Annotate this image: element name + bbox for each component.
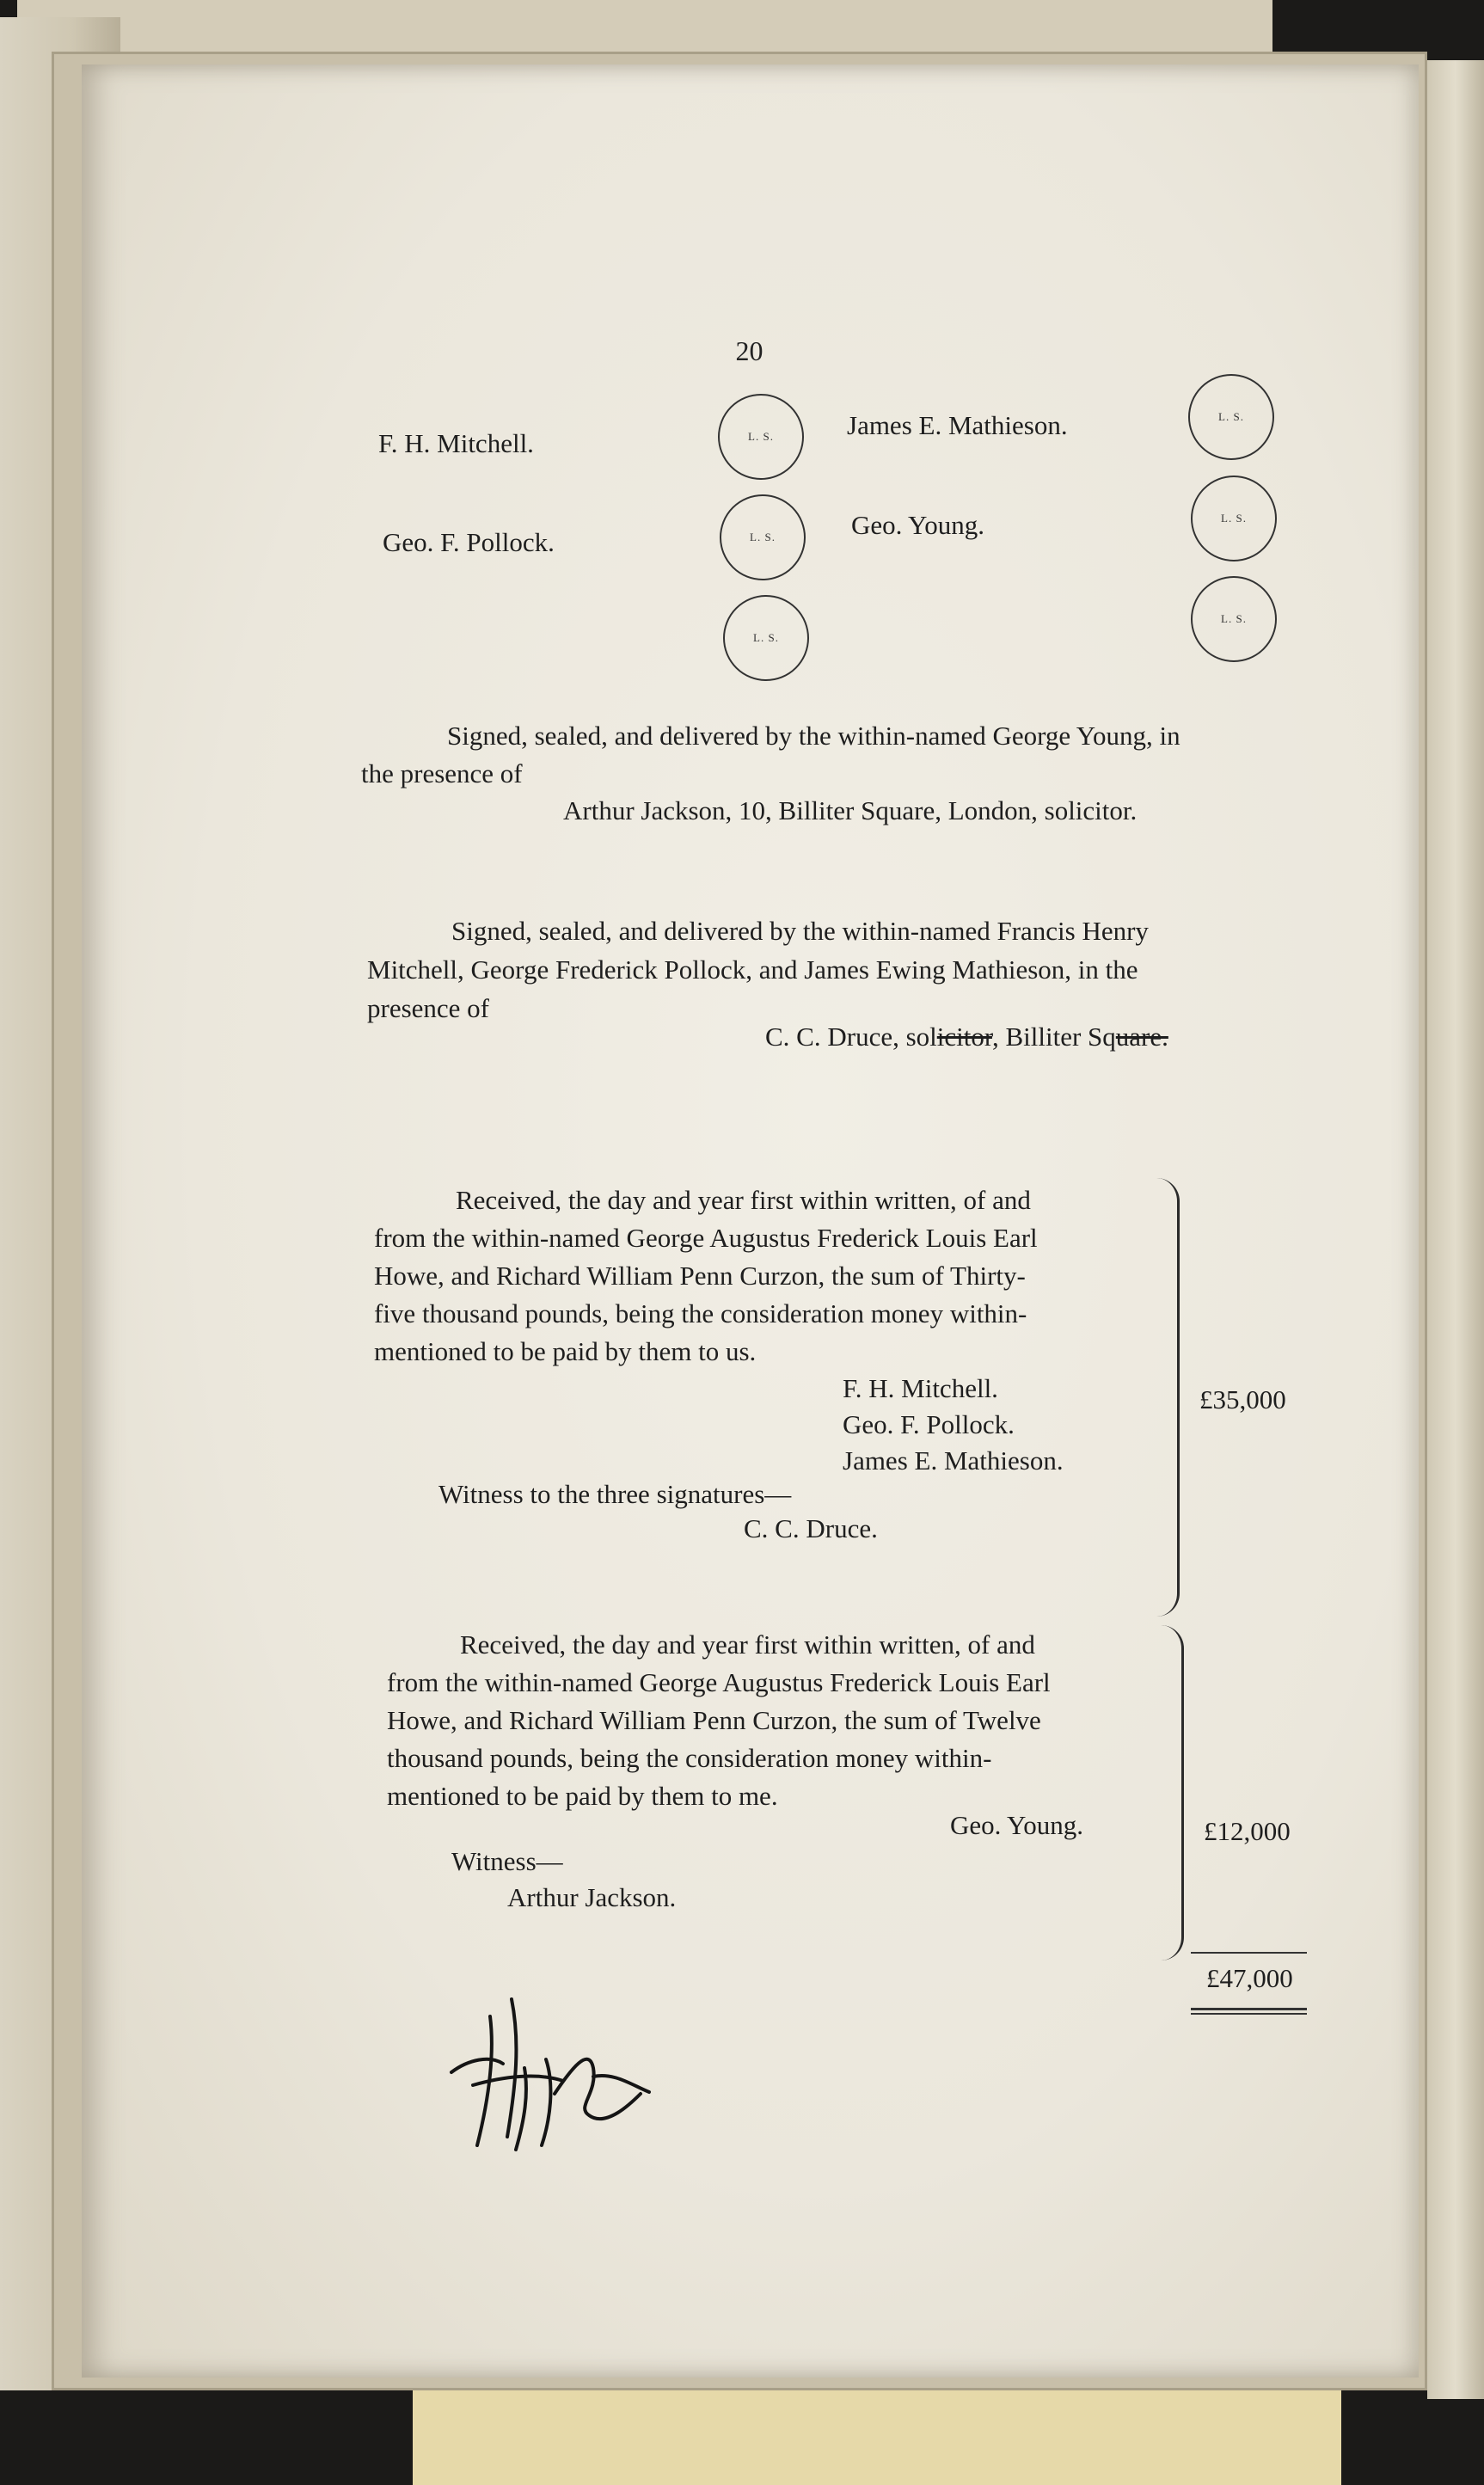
signature-pollock: Geo. F. Pollock. bbox=[383, 527, 555, 557]
attestation-young-witness: Arthur Jackson, 10, Billiter Square, London, solicitor. bbox=[563, 795, 1138, 825]
receipt1-witness-name: C. C. Druce. bbox=[744, 1513, 878, 1543]
receipt2-line: from the within-named George Augustus Frederick Louis Earl bbox=[387, 1667, 1051, 1697]
seal-circle: L. S. bbox=[1191, 476, 1277, 561]
handwritten-initials bbox=[443, 1965, 666, 2163]
attestation-young-line2: the presence of bbox=[361, 758, 523, 788]
seal-circle: L. S. bbox=[1191, 576, 1277, 662]
receipt1-line: Howe, and Richard William Penn Curzon, the sum of Thirty- bbox=[374, 1261, 1026, 1291]
witness-text: , Billiter Sq bbox=[991, 1022, 1116, 1052]
receipt1-line: five thousand pounds, being the consideration money within- bbox=[374, 1298, 1027, 1328]
receipt2-line: Received, the day and year first within written, of and bbox=[460, 1629, 1035, 1660]
signature-young: Geo. Young. bbox=[851, 510, 985, 540]
receipt1-line: from the within-named George Augustus Frederick Louis Earl bbox=[374, 1223, 1038, 1253]
total-rule-top bbox=[1191, 1952, 1307, 1954]
signature-mitchell: F. H. Mitchell. bbox=[378, 428, 534, 458]
struck-text: uare. bbox=[1115, 1022, 1168, 1052]
receipt2-witness-name: Arthur Jackson. bbox=[507, 1882, 677, 1912]
page-number: 20 bbox=[735, 335, 763, 366]
total-rule-bottom bbox=[1191, 2008, 1307, 2010]
struck-text: icitor bbox=[936, 1022, 992, 1052]
signature-mathieson: James E. Mathieson. bbox=[847, 410, 1068, 440]
attestation-others-line2: Mitchell, George Frederick Pollock, and James Ewing Mathieson, in the bbox=[367, 954, 1138, 985]
seal-circle: L. S. bbox=[1188, 374, 1274, 460]
attestation-others-line1: Signed, sealed, and delivered by the within-named Francis Henry bbox=[451, 916, 1149, 946]
receipt2-line: thousand pounds, being the consideration money within- bbox=[387, 1743, 992, 1773]
attestation-young-line1: Signed, sealed, and delivered by the within-named George Young, in bbox=[447, 721, 1180, 751]
total-amount: £47,000 bbox=[1206, 1963, 1293, 1993]
receipt2-line: Howe, and Richard William Penn Curzon, the sum of Twelve bbox=[387, 1705, 1041, 1735]
adjacent-page-right bbox=[1427, 60, 1484, 2399]
receipt1-signer: James E. Mathieson. bbox=[843, 1445, 1064, 1476]
receipt1-signer: Geo. F. Pollock. bbox=[843, 1409, 1015, 1439]
attestation-others-line3: presence of bbox=[367, 993, 489, 1023]
underlying-sheet bbox=[413, 2382, 1341, 2485]
attestation-others-witness bbox=[765, 1022, 1168, 1052]
receipt1-signer: F. H. Mitchell. bbox=[843, 1373, 998, 1403]
receipt2-signer: Geo. Young. bbox=[950, 1810, 1084, 1840]
seal-circle: L. S. bbox=[718, 394, 804, 480]
witness-text: C. C. Druce, sol bbox=[765, 1022, 937, 1052]
receipt2-amount: £12,000 bbox=[1204, 1816, 1291, 1846]
document-page bbox=[82, 64, 1419, 2378]
total-rule-bottom bbox=[1191, 2013, 1307, 2015]
receipt1-brace bbox=[1156, 1178, 1180, 1617]
receipt2-witness-label: Witness— bbox=[451, 1846, 563, 1876]
receipt1-line: mentioned to be paid by them to us. bbox=[374, 1336, 757, 1366]
seal-circle: L. S. bbox=[720, 494, 806, 580]
seal-circle: L. S. bbox=[723, 595, 809, 681]
receipt1-witness-label: Witness to the three signatures— bbox=[438, 1479, 792, 1509]
receipt2-line: mentioned to be paid by them to me. bbox=[387, 1781, 778, 1811]
receipt1-amount: £35,000 bbox=[1199, 1384, 1286, 1414]
receipt1-line: Received, the day and year first within written, of and bbox=[456, 1185, 1031, 1215]
receipt2-brace bbox=[1161, 1625, 1184, 1960]
